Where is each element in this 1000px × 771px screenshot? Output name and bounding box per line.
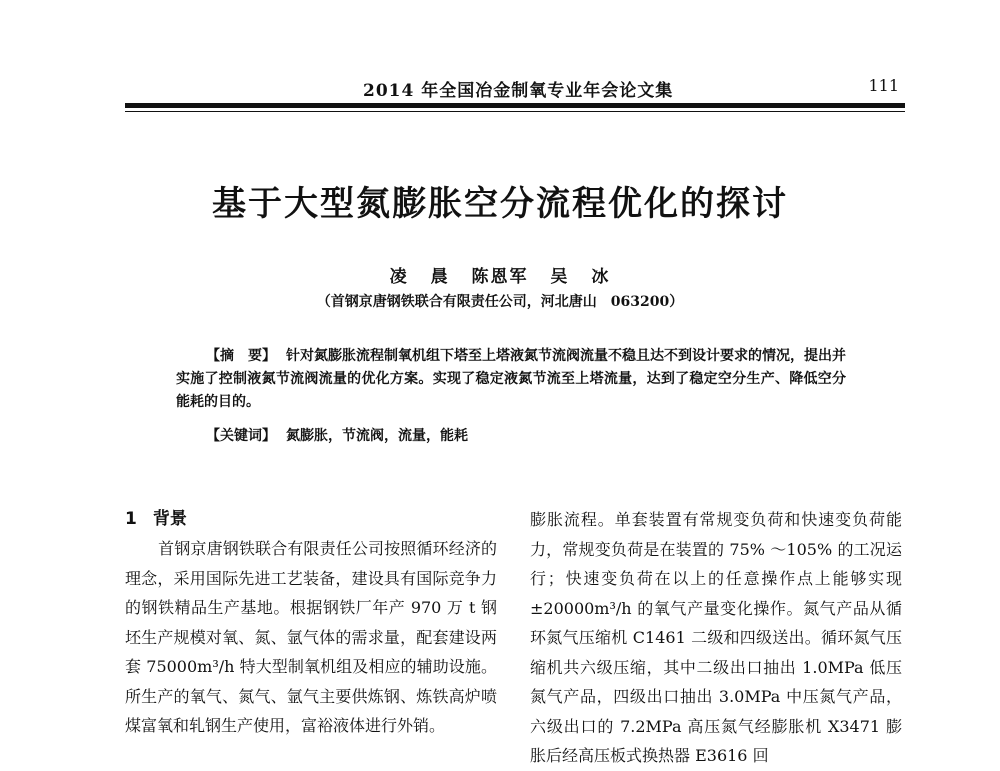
body-column-left — [125, 505, 497, 741]
affiliation: （首钢京唐钢铁联合有限责任公司，河北唐山 063200） — [316, 294, 684, 310]
running-header — [125, 76, 905, 102]
body-column-right — [530, 505, 902, 771]
keywords-text: 氮膨胀，节流阀，流量，能耗 — [286, 428, 468, 444]
abstract-label: 【摘 要】 — [206, 348, 276, 364]
author-name: 吴 冰 — [550, 267, 611, 287]
abstract-text: 针对氮膨胀流程制氧机组下塔至上塔液氮节流阀流量不稳且达不到设计要求的情况，提出并实施了控制液氮节流阀流量的优化方案。实现了稳定液氮节流至上塔流量，达到了稳定空分生产、降低空分能耗的目的。 — [176, 348, 846, 410]
header-rule-thin — [125, 111, 905, 112]
keywords-label: 【关键词】 — [206, 428, 276, 444]
abstract — [176, 345, 846, 414]
keywords — [206, 425, 846, 445]
section-title: 背景 — [152, 509, 187, 529]
paragraph-text: 首钢京唐钢铁联合有限责任公司按照循环经济的理念，采用国际先进工艺装备，建设具有国际竞争力的钢铁精品生产基地。根据钢铁厂年产 970 万 t 钢坯生产规模对氧、氮、氩气体的需求量，配套建设两套 75000m³/h 特大型制氧机组及相应的辅助设施。所生产的氧气、氮气、氩气主要供炼钢、炼铁高炉喷煤富氧和轧钢生产使用，富裕液体进行外销。 — [125, 539, 497, 735]
article-title: 基于大型氮膨胀空分流程优化的探讨 — [212, 184, 788, 224]
author-name: 陈恩军 — [471, 267, 529, 287]
author-list — [0, 262, 1000, 287]
page-number: 111 — [868, 76, 899, 95]
author-name: 凌 晨 — [389, 267, 450, 287]
journal-title: 2014 年全国冶金制氧专业年会论文集 — [363, 81, 674, 101]
body-paragraph — [125, 534, 497, 741]
header-rule-thick — [125, 103, 905, 108]
section-heading — [125, 505, 497, 534]
body-paragraph: 膨胀流程。单套装置有常规变负荷和快速变负荷能力，常规变负荷是在装置的 75% ～105% 的工况运行；快速变负荷在以上的任意操作点上能够实现 ±20000m³/h 的氧气产量变化操作。氮气产品从循环氮气压缩机 C1461 二级和四级送出。循环氮气压缩机共六级压缩，其中二级出口抽出 1.0MPa 低压氮气产品，四级出口抽出 3.0MPa 中压氮气产品，六级出口的 7.2MPa 高压氮气经膨胀机 X3471 膨胀后经高压板式换热器 E3616 回 — [530, 510, 902, 765]
section-number: 1 — [125, 509, 137, 529]
